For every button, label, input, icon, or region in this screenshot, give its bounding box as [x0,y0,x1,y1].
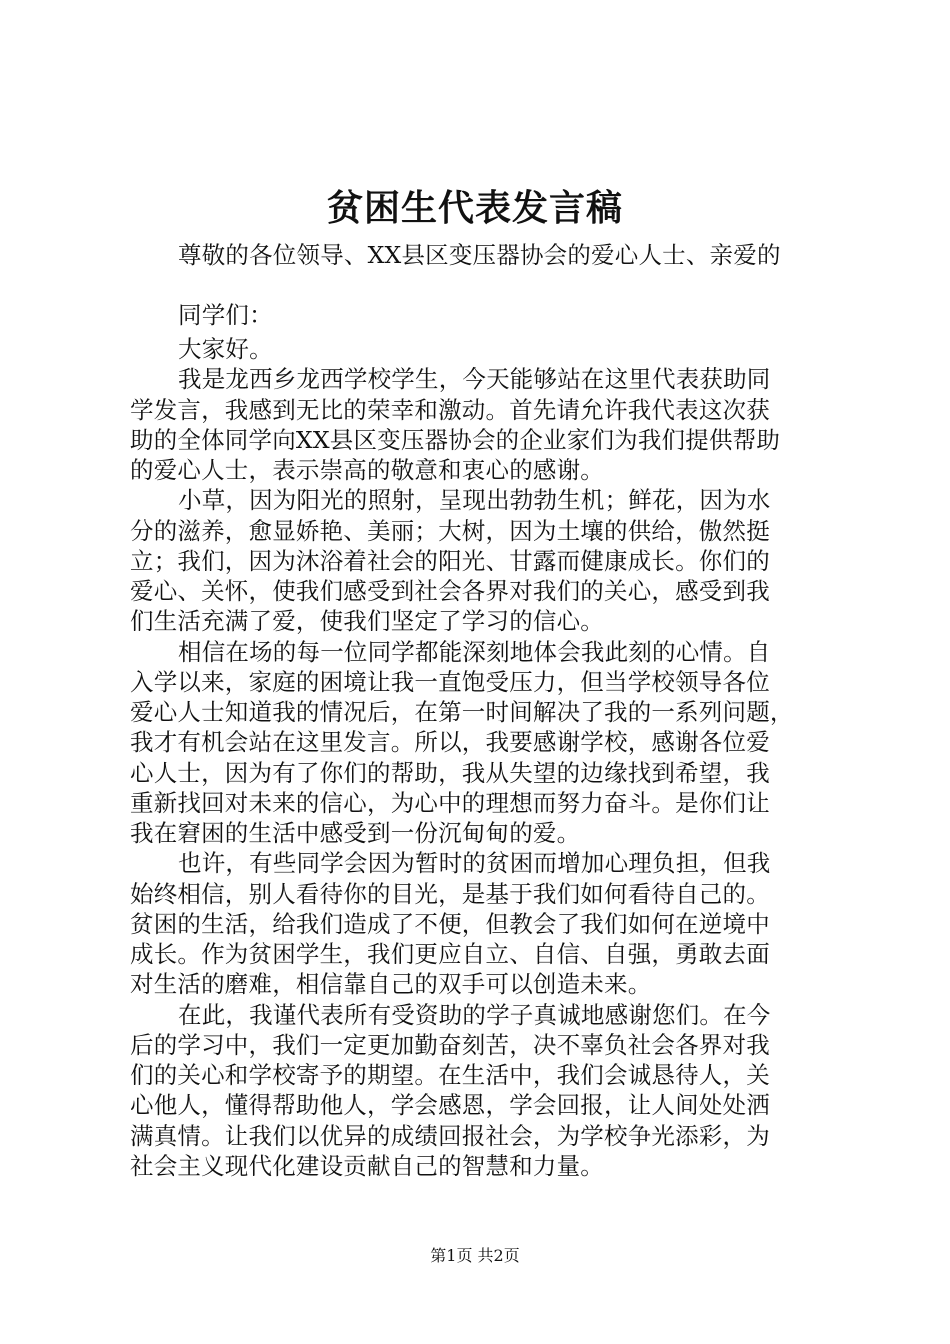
text-line: 重新找回对未来的信心，为心中的理想而努力奋斗。是你们让 [130,789,770,817]
text-line: 爱心人士知道我的情况后，在第一时间解决了我的一系列问题， [130,698,794,726]
text-line: 助的全体同学向XX县区变压器协会的企业家们为我们提供帮助 [130,426,781,454]
text-line: 的爱心人士，表示崇高的敬意和衷心的感谢。 [130,456,604,484]
text-line: 学发言，我感到无比的荣幸和激动。首先请允许我代表这次获 [130,396,770,424]
text-line: 在此，我谨代表所有受资助的学子真诚地感谢您们。在今 [178,1001,771,1029]
text-line: 满真情。让我们以优异的成绩回报社会，为学校争光添彩，为 [130,1122,770,1150]
text-line: 分的滋养，愈显娇艳、美丽；大树，因为土壤的供给，傲然挺 [130,517,770,545]
text-line: 立；我们，因为沐浴着社会的阳光、甘露而健康成长。你们的 [130,547,770,575]
text-line: 我才有机会站在这里发言。所以，我要感谢学校，感谢各位爱 [130,728,770,756]
text-line: 们的关心和学校寄予的期望。在生活中，我们会诚恳待人，关 [130,1061,770,1089]
text-line: 尊敬的各位领导、XX县区变压器协会的爱心人士、亲爱的 [178,241,781,269]
text-line: 也许，有些同学会因为暂时的贫困而增加心理负担，但我 [178,849,771,877]
text-line: 我是龙西乡龙西学校学生，今天能够站在这里代表获助同 [178,365,771,393]
text-line: 我在窘困的生活中感受到一份沉甸甸的爱。 [130,819,581,847]
text-line: 始终相信，别人看待你的目光，是基于我们如何看待自己的。 [130,880,770,908]
text-line: 对生活的磨难，相信靠自己的双手可以创造未来。 [130,970,652,998]
page-footer: 第1页 共2页 [430,1246,520,1265]
document-title: 贫困生代表发言稿 [326,187,623,229]
text-line: 同学们： [178,301,273,329]
text-line: 爱心、关怀，使我们感受到社会各界对我们的关心，感受到我 [130,577,770,605]
text-line: 们生活充满了爱，使我们坚定了学习的信心。 [130,607,604,635]
text-line: 心他人，懂得帮助他人，学会感恩，学会回报，让人间处处洒 [130,1091,770,1119]
text-line: 社会主义现代化建设贡献自己的智慧和力量。 [130,1152,604,1180]
text-line: 入学以来，家庭的困境让我一直饱受压力，但当学校领导各位 [130,668,770,696]
text-line: 成长。作为贫困学生，我们更应自立、自信、自强，勇敢去面 [130,940,770,968]
text-line: 贫困的生活，给我们造成了不便，但教会了我们如何在逆境中 [130,910,770,938]
text-line: 大家好。 [178,335,273,363]
text-line: 后的学习中，我们一定更加勤奋刻苦，决不辜负社会各界对我 [130,1031,770,1059]
text-line: 相信在场的每一位同学都能深刻地体会我此刻的心情。自 [178,638,771,666]
text-line: 心人士，因为有了你们的帮助，我从失望的边缘找到希望，我 [130,759,770,787]
text-line: 小草，因为阳光的照射，呈现出勃勃生机；鲜花，因为水 [178,486,771,514]
